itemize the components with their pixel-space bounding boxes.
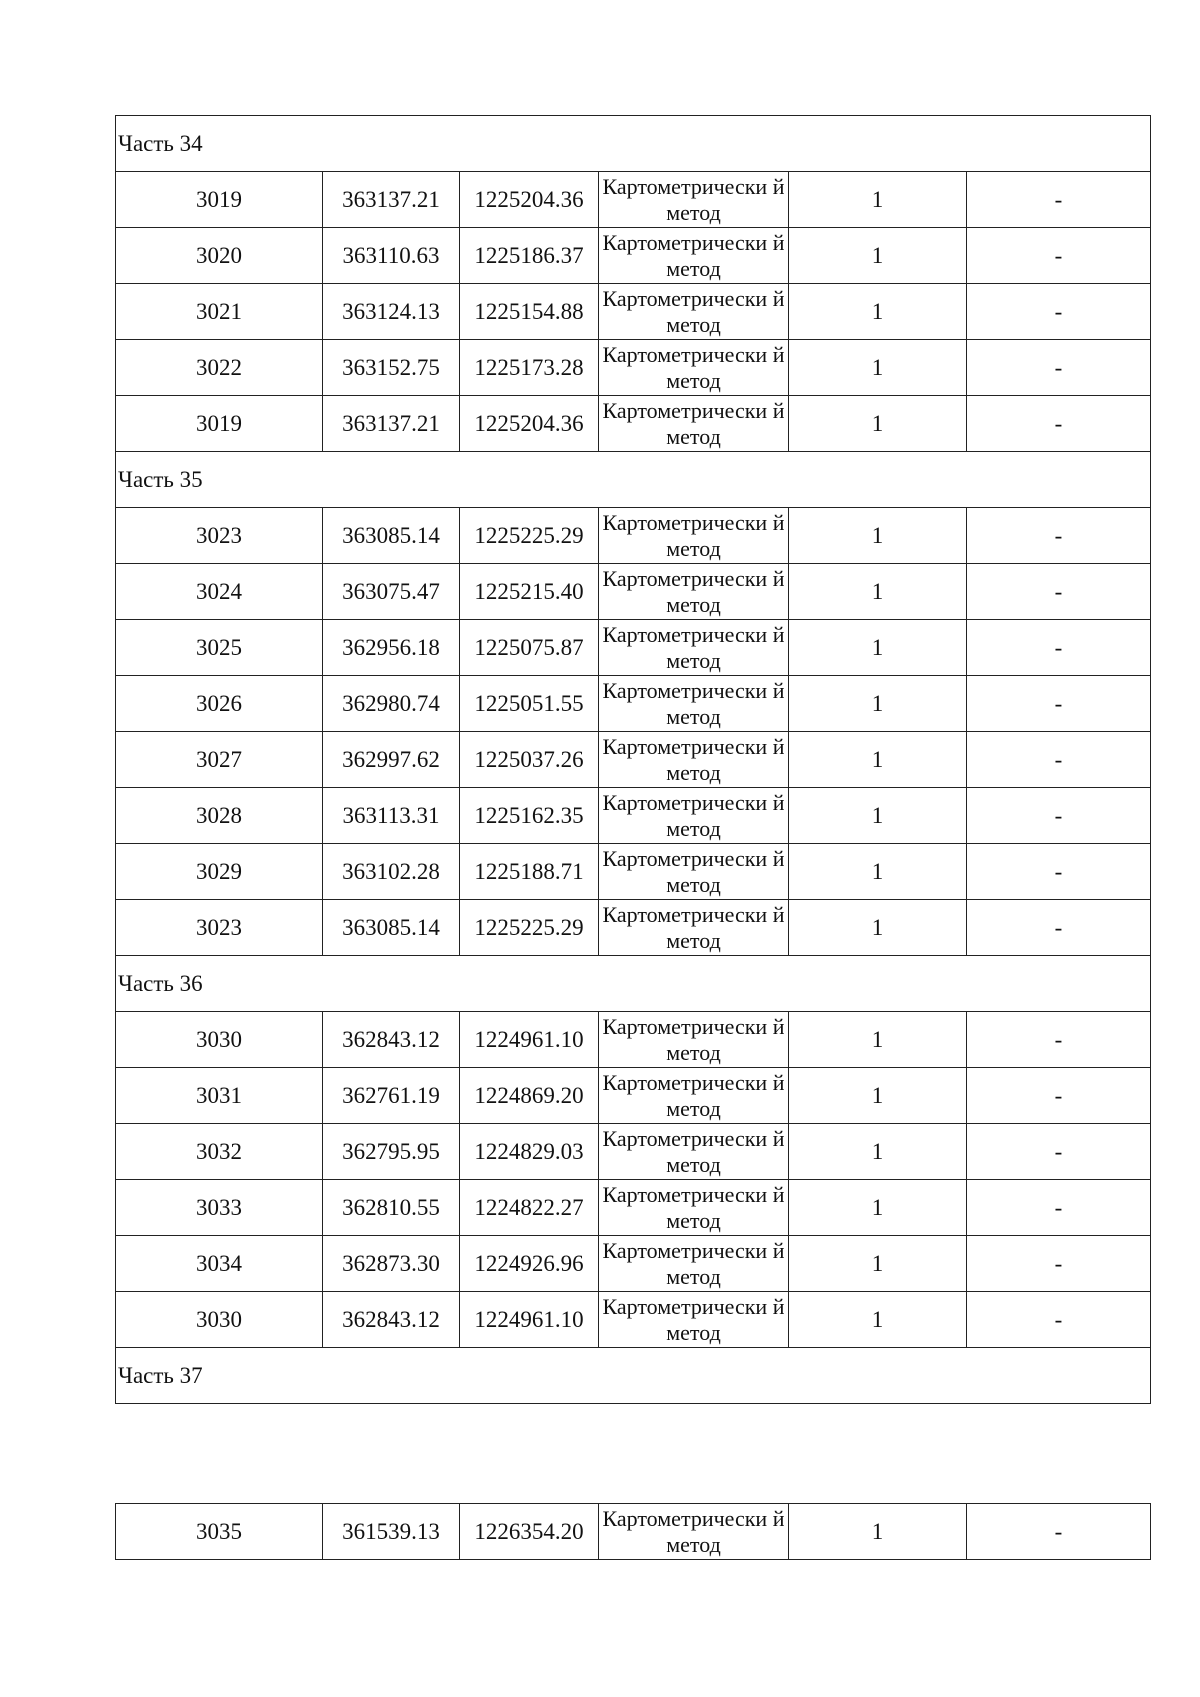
x-coordinate-cell: 363137.21	[323, 396, 460, 452]
note-cell: -	[967, 340, 1151, 396]
point-number-cell: 3032	[116, 1124, 323, 1180]
method-cell: Картометрически й метод	[599, 1068, 789, 1124]
note-cell: -	[967, 508, 1151, 564]
point-number-cell: 3019	[116, 172, 323, 228]
table-row	[116, 1068, 1151, 1124]
note-cell: -	[967, 1292, 1151, 1348]
method-cell: Картометрически й метод	[599, 172, 789, 228]
point-number-cell: 3028	[116, 788, 323, 844]
x-coordinate-cell: 363113.31	[323, 788, 460, 844]
y-coordinate-cell: 1224961.10	[460, 1012, 599, 1068]
note-cell: -	[967, 1236, 1151, 1292]
section-title: Часть 34	[116, 116, 1151, 172]
y-coordinate-cell: 1225162.35	[460, 788, 599, 844]
section-header-row	[116, 452, 1151, 508]
x-coordinate-cell: 362980.74	[323, 676, 460, 732]
y-coordinate-cell: 1225186.37	[460, 228, 599, 284]
note-cell: -	[967, 844, 1151, 900]
method-cell: Картометрически й метод	[599, 1236, 789, 1292]
x-coordinate-cell: 361539.13	[323, 1504, 460, 1560]
section-title: Часть 37	[116, 1348, 1151, 1404]
note-cell: -	[967, 732, 1151, 788]
y-coordinate-cell: 1224869.20	[460, 1068, 599, 1124]
point-number-cell: 3023	[116, 508, 323, 564]
table-row	[116, 1180, 1151, 1236]
point-number-cell: 3023	[116, 900, 323, 956]
x-coordinate-cell: 363102.28	[323, 844, 460, 900]
table-row	[116, 676, 1151, 732]
y-coordinate-cell: 1224829.03	[460, 1124, 599, 1180]
point-number-cell: 3021	[116, 284, 323, 340]
note-cell: -	[967, 1504, 1151, 1560]
note-cell: -	[967, 1068, 1151, 1124]
table-row	[116, 620, 1151, 676]
precision-cell: 1	[789, 172, 967, 228]
precision-cell: 1	[789, 1180, 967, 1236]
section-header-row	[116, 956, 1151, 1012]
table-row	[116, 1236, 1151, 1292]
point-number-cell: 3030	[116, 1292, 323, 1348]
table-row	[116, 1124, 1151, 1180]
point-number-cell: 3024	[116, 564, 323, 620]
point-number-cell: 3019	[116, 396, 323, 452]
y-coordinate-cell: 1225215.40	[460, 564, 599, 620]
precision-cell: 1	[789, 1124, 967, 1180]
table-row	[116, 1292, 1151, 1348]
note-cell: -	[967, 564, 1151, 620]
point-number-cell: 3031	[116, 1068, 323, 1124]
table-row	[116, 1504, 1151, 1560]
method-cell: Картометрически й метод	[599, 676, 789, 732]
x-coordinate-cell: 362795.95	[323, 1124, 460, 1180]
point-number-cell: 3022	[116, 340, 323, 396]
y-coordinate-cell: 1224822.27	[460, 1180, 599, 1236]
method-cell: Картометрически й метод	[599, 1504, 789, 1560]
y-coordinate-cell: 1225173.28	[460, 340, 599, 396]
precision-cell: 1	[789, 508, 967, 564]
point-number-cell: 3035	[116, 1504, 323, 1560]
x-coordinate-cell: 362956.18	[323, 620, 460, 676]
y-coordinate-cell: 1226354.20	[460, 1504, 599, 1560]
note-cell: -	[967, 900, 1151, 956]
method-cell: Картометрически й метод	[599, 1292, 789, 1348]
table-row	[116, 228, 1151, 284]
section-title: Часть 36	[116, 956, 1151, 1012]
point-number-cell: 3034	[116, 1236, 323, 1292]
section-header-row	[116, 1348, 1151, 1404]
precision-cell: 1	[789, 900, 967, 956]
precision-cell: 1	[789, 396, 967, 452]
x-coordinate-cell: 362873.30	[323, 1236, 460, 1292]
table-row	[116, 564, 1151, 620]
x-coordinate-cell: 363110.63	[323, 228, 460, 284]
point-number-cell: 3030	[116, 1012, 323, 1068]
method-cell: Картометрически й метод	[599, 844, 789, 900]
precision-cell: 1	[789, 844, 967, 900]
precision-cell: 1	[789, 620, 967, 676]
y-coordinate-cell: 1225188.71	[460, 844, 599, 900]
method-cell: Картометрически й метод	[599, 396, 789, 452]
note-cell: -	[967, 1124, 1151, 1180]
note-cell: -	[967, 1180, 1151, 1236]
note-cell: -	[967, 172, 1151, 228]
note-cell: -	[967, 396, 1151, 452]
method-cell: Картометрически й метод	[599, 340, 789, 396]
point-number-cell: 3029	[116, 844, 323, 900]
table-row	[116, 508, 1151, 564]
table-row	[116, 340, 1151, 396]
method-cell: Картометрически й метод	[599, 228, 789, 284]
point-number-cell: 3027	[116, 732, 323, 788]
method-cell: Картометрически й метод	[599, 508, 789, 564]
precision-cell: 1	[789, 1068, 967, 1124]
precision-cell: 1	[789, 284, 967, 340]
note-cell: -	[967, 620, 1151, 676]
y-coordinate-cell: 1225225.29	[460, 900, 599, 956]
point-number-cell: 3025	[116, 620, 323, 676]
table-row	[116, 1012, 1151, 1068]
method-cell: Картометрически й метод	[599, 284, 789, 340]
note-cell: -	[967, 228, 1151, 284]
method-cell: Картометрически й метод	[599, 1180, 789, 1236]
precision-cell: 1	[789, 1236, 967, 1292]
y-coordinate-cell: 1225225.29	[460, 508, 599, 564]
note-cell: -	[967, 788, 1151, 844]
precision-cell: 1	[789, 340, 967, 396]
precision-cell: 1	[789, 564, 967, 620]
table-row	[116, 396, 1151, 452]
section-header-row	[116, 116, 1151, 172]
precision-cell: 1	[789, 676, 967, 732]
x-coordinate-cell: 362997.62	[323, 732, 460, 788]
y-coordinate-cell: 1224926.96	[460, 1236, 599, 1292]
x-coordinate-cell: 363124.13	[323, 284, 460, 340]
coordinates-table-continuation	[115, 1503, 1151, 1560]
x-coordinate-cell: 363152.75	[323, 340, 460, 396]
table-row	[116, 284, 1151, 340]
precision-cell: 1	[789, 1012, 967, 1068]
y-coordinate-cell: 1225075.87	[460, 620, 599, 676]
x-coordinate-cell: 362810.55	[323, 1180, 460, 1236]
method-cell: Картометрически й метод	[599, 788, 789, 844]
x-coordinate-cell: 362843.12	[323, 1292, 460, 1348]
x-coordinate-cell: 363137.21	[323, 172, 460, 228]
precision-cell: 1	[789, 788, 967, 844]
table-row	[116, 788, 1151, 844]
note-cell: -	[967, 284, 1151, 340]
note-cell: -	[967, 676, 1151, 732]
method-cell: Картометрически й метод	[599, 900, 789, 956]
point-number-cell: 3020	[116, 228, 323, 284]
x-coordinate-cell: 363085.14	[323, 508, 460, 564]
y-coordinate-cell: 1224961.10	[460, 1292, 599, 1348]
precision-cell: 1	[789, 1292, 967, 1348]
x-coordinate-cell: 362843.12	[323, 1012, 460, 1068]
precision-cell: 1	[789, 1504, 967, 1560]
method-cell: Картометрически й метод	[599, 564, 789, 620]
precision-cell: 1	[789, 228, 967, 284]
y-coordinate-cell: 1225051.55	[460, 676, 599, 732]
table-row	[116, 172, 1151, 228]
method-cell: Картометрически й метод	[599, 620, 789, 676]
method-cell: Картометрически й метод	[599, 1124, 789, 1180]
point-number-cell: 3033	[116, 1180, 323, 1236]
x-coordinate-cell: 363075.47	[323, 564, 460, 620]
y-coordinate-cell: 1225204.36	[460, 172, 599, 228]
y-coordinate-cell: 1225037.26	[460, 732, 599, 788]
method-cell: Картометрически й метод	[599, 732, 789, 788]
method-cell: Картометрически й метод	[599, 1012, 789, 1068]
x-coordinate-cell: 362761.19	[323, 1068, 460, 1124]
note-cell: -	[967, 1012, 1151, 1068]
point-number-cell: 3026	[116, 676, 323, 732]
x-coordinate-cell: 363085.14	[323, 900, 460, 956]
section-title: Часть 35	[116, 452, 1151, 508]
precision-cell: 1	[789, 732, 967, 788]
y-coordinate-cell: 1225154.88	[460, 284, 599, 340]
table-row	[116, 732, 1151, 788]
y-coordinate-cell: 1225204.36	[460, 396, 599, 452]
coordinates-table	[115, 115, 1151, 1404]
table-row	[116, 900, 1151, 956]
table-row	[116, 844, 1151, 900]
